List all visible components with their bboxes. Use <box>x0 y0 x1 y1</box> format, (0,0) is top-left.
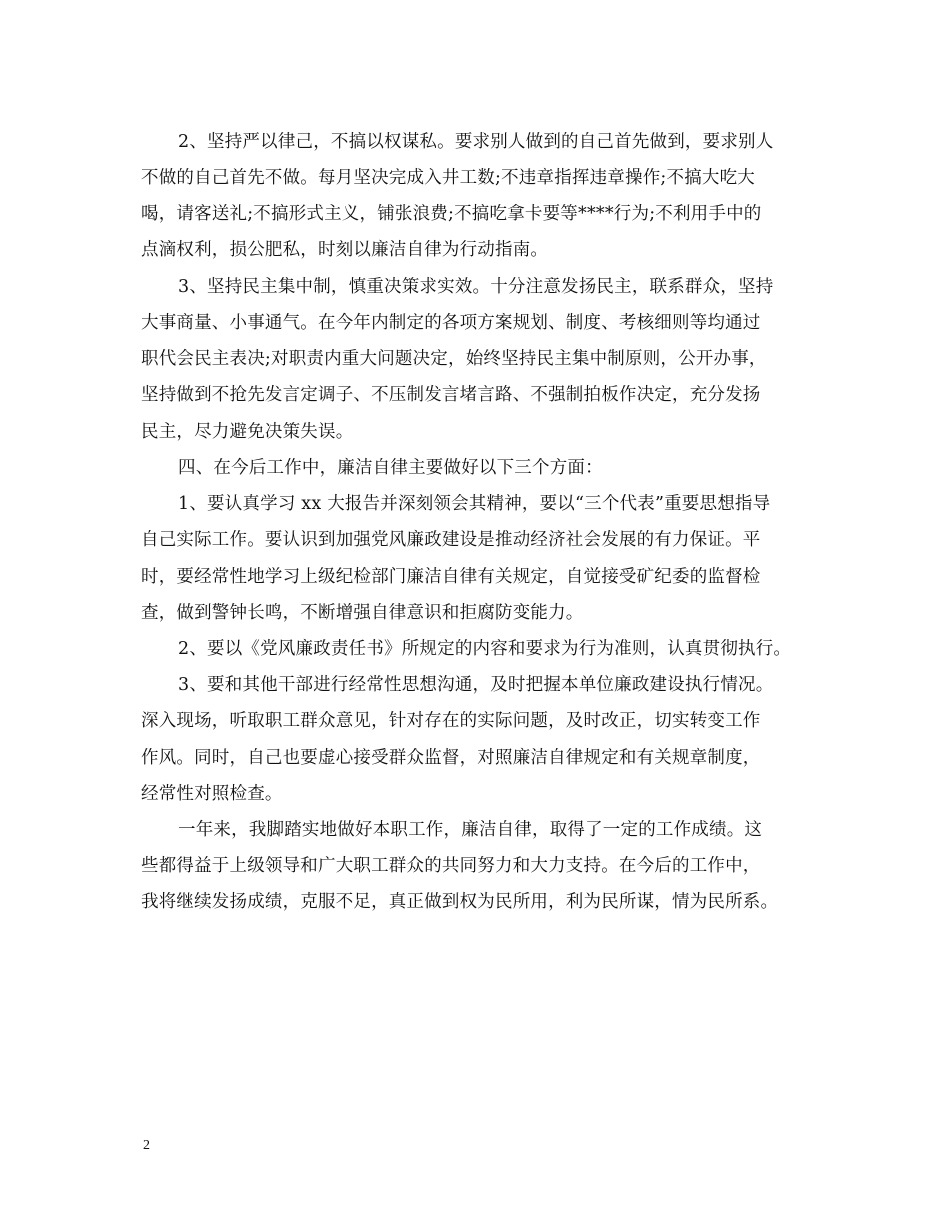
text-line: 职代会民主表决;对职责内重大问题决定，始终坚持民主集中制原则，公开办事， <box>141 349 767 369</box>
text-line: 深入现场，听取职工群众意见，针对存在的实际问题，及时改正，切实转变工作 <box>141 711 761 731</box>
text-line: 3、坚持民主集中制，慎重决策求实效。十分注意发扬民主，联系群众，坚持 <box>178 277 774 297</box>
text-line: 点滴权利，损公肥私，时刻以廉洁自律为行动指南。 <box>141 240 549 260</box>
text-line: 2、要以《党风廉政责任书》所规定的内容和要求为行为准则，认真贯彻执行。 <box>178 639 792 659</box>
text-line: 不做的自己首先不做。每月坚决完成入井工数;不违章指挥违章操作;不搞大吃大 <box>141 168 755 188</box>
text-line: 自己实际工作。要认识到加强党风廉政建设是推动经济社会发展的有力保证。平 <box>141 530 761 550</box>
text-line: 作风。同时，自己也要虚心接受群众监督，对照廉洁自律规定和有关规章制度， <box>141 748 761 768</box>
text-line: 时，要经常性地学习上级纪检部门廉洁自律有关规定，自觉接受矿纪委的监督检 <box>141 567 761 587</box>
text-line: 四、在今后工作中，廉洁自律主要做好以下三个方面： <box>178 458 603 478</box>
text-line: 我将继续发扬成绩，克服不足，真正做到权为民所用，利为民所谋，情为民所系。 <box>141 892 779 912</box>
text-line: 些都得益于上级领导和广大职工群众的共同努力和大力支持。在今后的工作中， <box>141 856 761 876</box>
page-number: 2 <box>143 1138 150 1153</box>
text-line: 查，做到警钟长鸣，不断增强自律意识和拒腐防变能力。 <box>141 603 584 623</box>
text-line: 3、要和其他干部进行经常性思想沟通，及时把握本单位廉政建设执行情况。 <box>178 675 774 695</box>
text-line: 大事商量、小事通气。在今年内制定的各项方案规划、制度、考核细则等均通过 <box>141 313 761 333</box>
text-line: 1、要认真学习 xx 大报告并深刻领会其精神，要以“三个代表”重要思想指导 <box>178 494 771 514</box>
text-line: 坚持做到不抢先发言定调子、不压制发言堵言路、不强制拍板作决定，充分发扬 <box>141 385 761 405</box>
text-line: 经常性对照检查。 <box>141 784 283 804</box>
text-line: 喝，请客送礼;不搞形式主义，铺张浪费;不搞吃拿卡要等****行为;不利用手中的 <box>141 204 762 224</box>
text-line: 一年来，我脚踏实地做好本职工作，廉洁自律，取得了一定的工作成绩。这 <box>178 820 763 840</box>
text-line: 民主，尽力避免决策失误。 <box>141 422 354 442</box>
text-line: 2、坚持严以律己，不搞以权谋私。要求别人做到的自己首先做到，要求别人 <box>178 132 774 152</box>
